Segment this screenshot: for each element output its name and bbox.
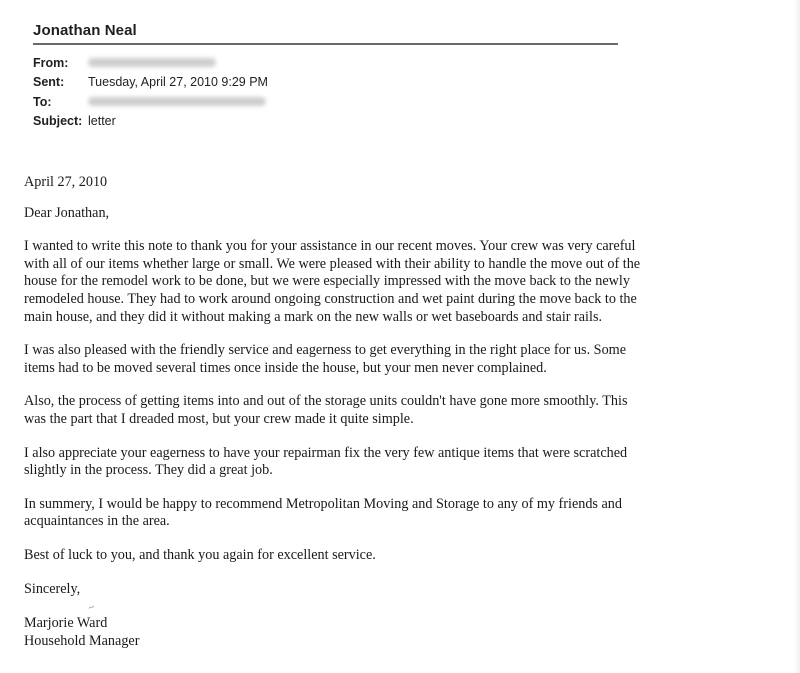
paragraph-storage: Also, the process of getting items into and out of the storage units couldn't have gone more smoothly. This was the part that I dreaded most, but your crew made it quite simple. <box>24 393 628 427</box>
letter-date: April 27, 2010 <box>24 174 108 190</box>
signer-title: Household Manager <box>24 632 140 649</box>
to-row <box>33 92 618 112</box>
to-label: To: <box>33 94 52 109</box>
redacted-to-address <box>88 97 266 106</box>
scan-edge-shadow <box>794 0 800 673</box>
signature-squiggle-icon: ~ <box>86 602 98 614</box>
paragraph-closing-thanks: Best of luck to you, and thank you again for excellent service. <box>24 546 376 563</box>
redacted-from-address <box>88 58 216 67</box>
from-row <box>33 53 618 73</box>
sent-row <box>33 73 618 93</box>
paragraph-service: I was also pleased with the friendly service and eagerness to get everything in the right place for us. Some items had to be moved several times once inside the house, but your men never complained. <box>24 342 626 376</box>
letter-body <box>24 174 644 650</box>
signer-name: Marjorie Ward <box>24 615 108 632</box>
paragraph-thanks: I wanted to write this note to thank you for your assistance in our recent moves. Your crew was very careful with all of our items whether large or small. We were pleased with their ability to handle the move out of the house for the remodel work to be done, but we were especially impressed with the move back to the newly remodeled house. They had to work around ongoing construction and wet paint during the move back to the main house, and they did it without making a mark on the new walls or wet baseboards and stair rails. <box>24 238 641 325</box>
email-header <box>33 22 618 131</box>
paragraph-recommend: In summery, I would be happy to recommend Metropolitan Moving and Storage to any of my friends and acquaintances in the area. <box>24 495 622 530</box>
closing: Sincerely, <box>24 580 81 597</box>
sent-value: Tuesday, April 27, 2010 9:29 PM <box>88 75 268 90</box>
subject-label: Subject: <box>33 114 83 129</box>
sent-label: Sent: <box>33 75 65 90</box>
subject-value: letter <box>88 114 116 129</box>
salutation: Dear Jonathan, <box>24 204 110 221</box>
subject-row <box>33 112 618 132</box>
paragraph-repairman: I also appreciate your eagerness to have your repairman fix the very few antique items that were scratched slightly in the process. They did a great job. <box>24 444 628 479</box>
sender-name: Jonathan Neal <box>33 22 618 45</box>
email-meta <box>33 53 618 131</box>
from-label: From: <box>33 55 69 70</box>
